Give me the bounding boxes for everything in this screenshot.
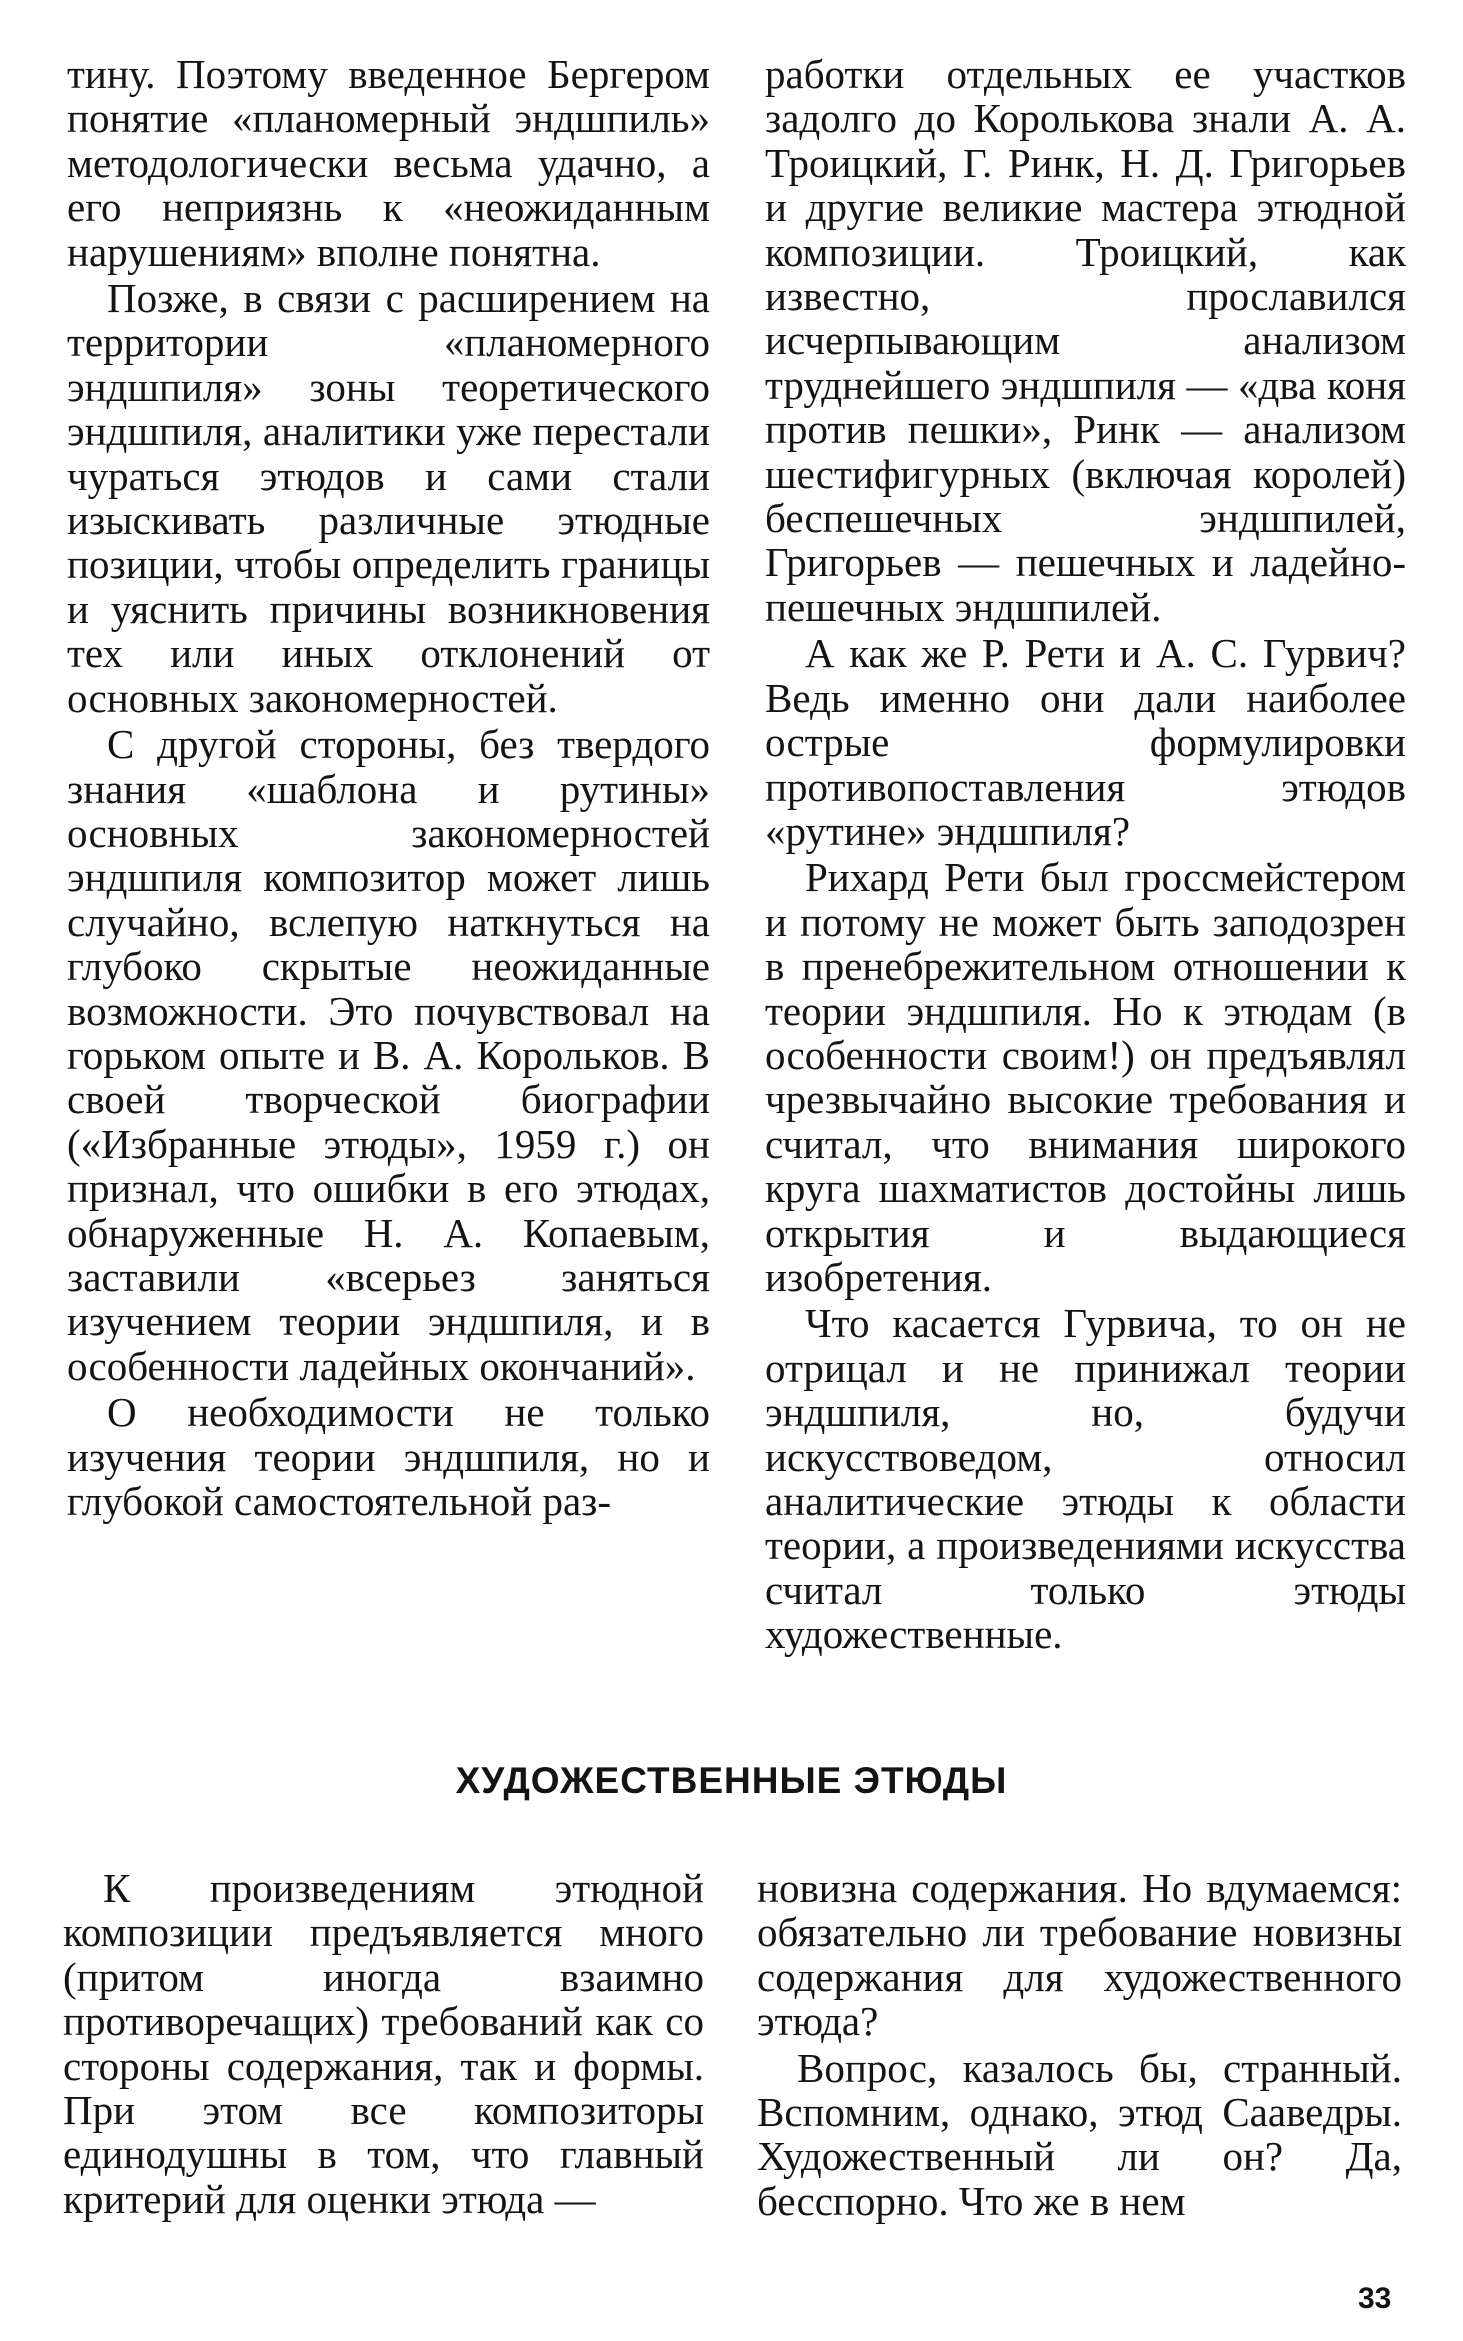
page-number: 33 [1358,2282,1392,2315]
paragraph: Позже, в связи с расширением на территории «планомерного эндшпиля» зоны теоретического эндшпиля, аналитики уже перестали чураться этюдов и сами стали изыскивать различные этюдные позиции, чтобы определить границы и уяснить причины возникновения тех или иных отклонений от основных закономерностей. [67,275,710,721]
paragraph: О необходимости не только изучения теории эндшпиля, но и глубокой самостоятельной раз- [67,1389,710,1524]
bottom-right-column [757,1866,1402,2225]
paragraph: С другой стороны, без твердого знания «шаблона и рутины» основных закономерностей эндшпиля композитор может лишь случайно, вслепую наткнуться на глубоко скрытые неожиданные возможности. Это почувствовал на горьком опыте и В. А. Корольков. В своей творческой биографии («Избранные этюды», 1959 г.) он признал, что ошибки в его этюдах, обнаруженные Н. А. Копаевым, заставили «всерьез заняться изучением теории эндшпиля, и в особенности ладейных окончаний». [67,721,710,1389]
paragraph: тину. Поэтому введенное Бергером понятие «планомерный эндшпиль» методологически весьма удачно, а его неприязнь к «неожиданным нарушениям» вполне понятна. [67,51,710,275]
section-heading: ХУДОЖЕСТВЕННЫЕ ЭТЮДЫ [455,1760,1008,1801]
paragraph: новизна содержания. Но вдумаемся: обязательно ли требование новизны содержания для художественного этюда? [757,1865,1402,2045]
top-right-column [765,52,1406,1659]
paragraph: работки отдельных ее участков задолго до Королькова знали А. А. Троицкий, Г. Ринк, Н. Д. Григорьев и другие великие мастера этюдной композиции. Троицкий, как известно, прославился исчерпывающим анализом труднейшего эндшпиля — «два коня против пешки», Ринк — анализом шестифигурных (включая королей) беспешечных эндшпилей, Григорьев — пешечных и ладейно-пешечных эндшпилей. [765,51,1406,630]
paragraph: Что касается Гурвича, то он не отрицал и не принижал теории эндшпиля, но, будучи искусствоведом, относил аналитические этюды к области теории, а произведениями искусства считал только этюды художественные. [765,1300,1406,1658]
bottom-left-column [63,1866,704,2223]
paragraph: Вопрос, казалось бы, странный. Вспомним, однако, этюд Сааведры. Художественный ли он? Да, бесспорно. Что же в нем [757,2044,1402,2224]
paragraph: А как же Р. Рети и А. С. Гурвич? Ведь именно они дали наиболее острые формулировки противопоставления этюдов «рутине» эндшпиля? [765,630,1406,854]
paragraph: К произведениям этюдной композиции предъявляется много (притом иногда взаимно противоречащих) требований как со стороны содержания, так и формы. При этом все композиторы единодушны в том, что главный критерий для оценки этюда — [63,1865,704,2222]
paragraph: Рихард Рети был гроссмейстером и потому не может быть заподозрен в пренебрежительном отношении к теории эндшпиля. Но к этюдам (в особенности своим!) он предъявлял чрезвычайно высокие требования и считал, что внимания широкого круга шахматистов достойны лишь открытия и выдающиеся изобретения. [765,854,1406,1300]
top-left-column [67,52,710,1525]
